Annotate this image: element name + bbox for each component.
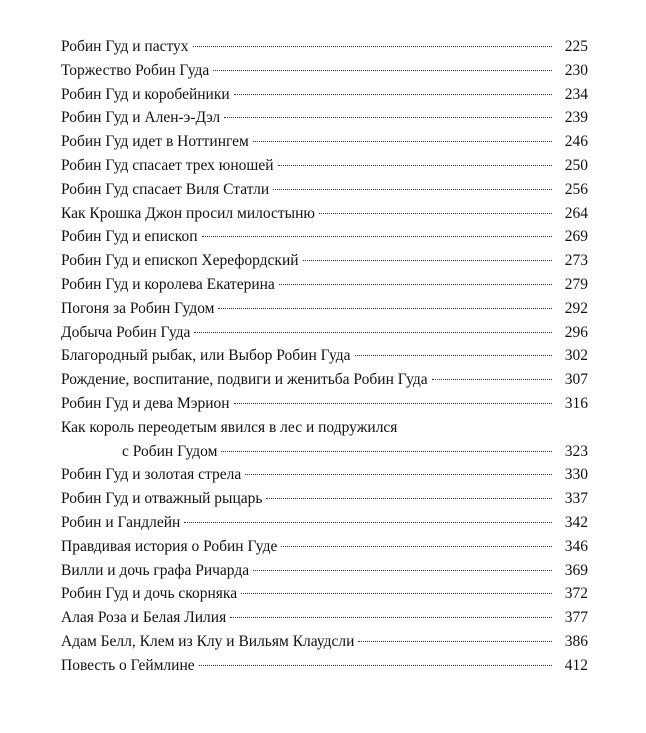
toc-entry-title: Как Крошка Джон просил милостыню — [61, 204, 315, 222]
toc-entry — [61, 59, 588, 83]
toc-entry-page: 342 — [564, 513, 588, 531]
toc-entry — [61, 202, 588, 226]
dot-leader — [221, 451, 552, 452]
toc-entry — [61, 392, 588, 416]
dot-leader — [202, 236, 552, 237]
dot-leader — [281, 546, 552, 547]
toc-entry-page: 412 — [564, 656, 588, 674]
dot-leader — [303, 260, 552, 261]
toc-entry-title: Погоня за Робин Гудом — [61, 299, 215, 317]
toc-entry-page: 292 — [564, 299, 588, 317]
toc-entry-page: 386 — [564, 632, 588, 650]
toc-entry-title: Рождение, воспитание, подвиги и женитьба Робин Гуда — [61, 371, 428, 389]
dot-leader — [234, 403, 552, 404]
dot-leader — [184, 522, 552, 523]
toc-entry-page: 296 — [564, 323, 588, 341]
dot-leader — [234, 94, 552, 95]
toc-entry-title: Робин Гуд и пастух — [61, 38, 189, 55]
dot-leader — [194, 332, 552, 333]
toc-entry-title: Алая Роза и Белая Лилия — [61, 609, 227, 627]
toc-entry — [61, 511, 588, 535]
toc-entry-title: Благородный рыбак, или Выбор Робин Гуда — [61, 347, 351, 365]
toc-entry-title: Правдивая история о Робин Гуде — [61, 537, 278, 555]
dot-leader — [213, 70, 552, 71]
toc-entry-title: Повесть о Геймлине — [61, 656, 195, 674]
toc-entry-page: 330 — [564, 466, 588, 484]
toc-entry-title: Торжество Робин Гуда — [61, 61, 210, 79]
toc-entry-title: Робин Гуд и коробейники — [61, 85, 230, 103]
toc-entry-page: 256 — [564, 180, 588, 198]
toc-entry — [61, 463, 588, 487]
toc-entry-page: 250 — [564, 156, 588, 174]
toc-entry — [61, 559, 588, 583]
toc-entry-page: 239 — [564, 109, 588, 127]
toc-entry-page: 377 — [564, 609, 588, 627]
toc-entry-page: 225 — [564, 38, 588, 55]
dot-leader — [278, 165, 552, 166]
toc-entry-title-line1: Как король переодетым явился в лес и подружился — [61, 418, 398, 436]
toc-entry-page: 369 — [564, 561, 588, 579]
toc-entry-title: Вилли и дочь графа Ричарда — [61, 561, 250, 579]
toc-entry-page: 346 — [564, 537, 588, 555]
toc-entry — [61, 344, 588, 368]
toc-entry — [61, 225, 588, 249]
toc-entry-page: 234 — [564, 85, 588, 103]
toc-entry-title: Робин Гуд идет в Ноттингем — [61, 133, 249, 151]
toc-entry-page: 307 — [564, 371, 588, 389]
toc-entry-title: Робин и Гандлейн — [61, 513, 181, 531]
toc-entry-page: 316 — [564, 394, 588, 412]
toc-entry-title: Робин Гуд спасает Виля Статли — [61, 180, 270, 198]
dot-leader — [193, 46, 552, 47]
toc-entry — [61, 368, 588, 392]
toc-entry-page: 279 — [564, 275, 588, 293]
dot-leader — [253, 570, 552, 571]
toc-entry-title: Робин Гуд спасает трех юношей — [61, 156, 274, 174]
toc-entry — [61, 178, 588, 202]
dot-leader — [273, 189, 552, 190]
toc-entry-title: Робин Гуд и епископ — [61, 228, 198, 246]
toc-entry — [61, 35, 588, 59]
toc-entry-page: 264 — [564, 204, 588, 222]
dot-leader — [253, 141, 552, 142]
toc-entry — [61, 154, 588, 178]
toc-entry-page: 269 — [564, 228, 588, 246]
toc-entry — [61, 630, 588, 654]
dot-leader — [241, 593, 552, 594]
dot-leader — [199, 665, 552, 666]
toc-entry — [61, 321, 588, 345]
toc-entry — [61, 582, 588, 606]
toc-entry-title: Робин Гуд и Ален-э-Дэл — [61, 109, 221, 127]
toc-entry-page: 273 — [564, 252, 588, 270]
dot-leader — [432, 379, 552, 380]
dot-leader — [218, 308, 552, 309]
dot-leader — [224, 117, 552, 118]
toc-entry-title: Робин Гуд и королева Екатерина — [61, 275, 275, 293]
toc-entry-title: Адам Белл, Клем из Клу и Вильям Клаудсли — [61, 632, 355, 650]
toc-entry — [61, 416, 588, 464]
toc-entry-title: Добыча Робин Гуда — [61, 323, 191, 341]
toc-entry-title: Робин Гуд и дочь скорняка — [61, 585, 238, 603]
toc-entry-title: Робин Гуд и золотая стрела — [61, 466, 242, 484]
dot-leader — [230, 617, 552, 618]
toc-entry-page: 302 — [564, 347, 588, 365]
toc-entry-title: Робин Гуд и епископ Херефордский — [61, 252, 299, 270]
toc-entry-title: Робин Гуд и дева Мэрион — [61, 394, 230, 412]
toc-entry — [61, 654, 588, 678]
dot-leader — [358, 641, 552, 642]
toc-entry-page: 337 — [564, 490, 588, 508]
toc-entry — [61, 106, 588, 130]
toc-entry — [61, 535, 588, 559]
toc-entry-page: 246 — [564, 133, 588, 151]
dot-leader — [245, 474, 552, 475]
dot-leader — [355, 355, 552, 356]
toc-entry — [61, 83, 588, 107]
toc-entry — [61, 273, 588, 297]
dot-leader — [266, 498, 552, 499]
toc-entry — [61, 297, 588, 321]
toc-entry — [61, 487, 588, 511]
table-of-contents — [61, 35, 588, 678]
toc-entry — [61, 249, 588, 273]
toc-entry — [61, 130, 588, 154]
toc-entry — [61, 606, 588, 630]
toc-entry-page: 372 — [564, 585, 588, 603]
dot-leader — [279, 284, 552, 285]
dot-leader — [319, 213, 552, 214]
toc-entry-page: 323 — [564, 442, 588, 460]
toc-entry-title-line2: с Робин Гудом — [122, 442, 218, 460]
toc-entry-page: 230 — [564, 61, 588, 79]
toc-entry-title: Робин Гуд и отважный рыцарь — [61, 490, 263, 508]
